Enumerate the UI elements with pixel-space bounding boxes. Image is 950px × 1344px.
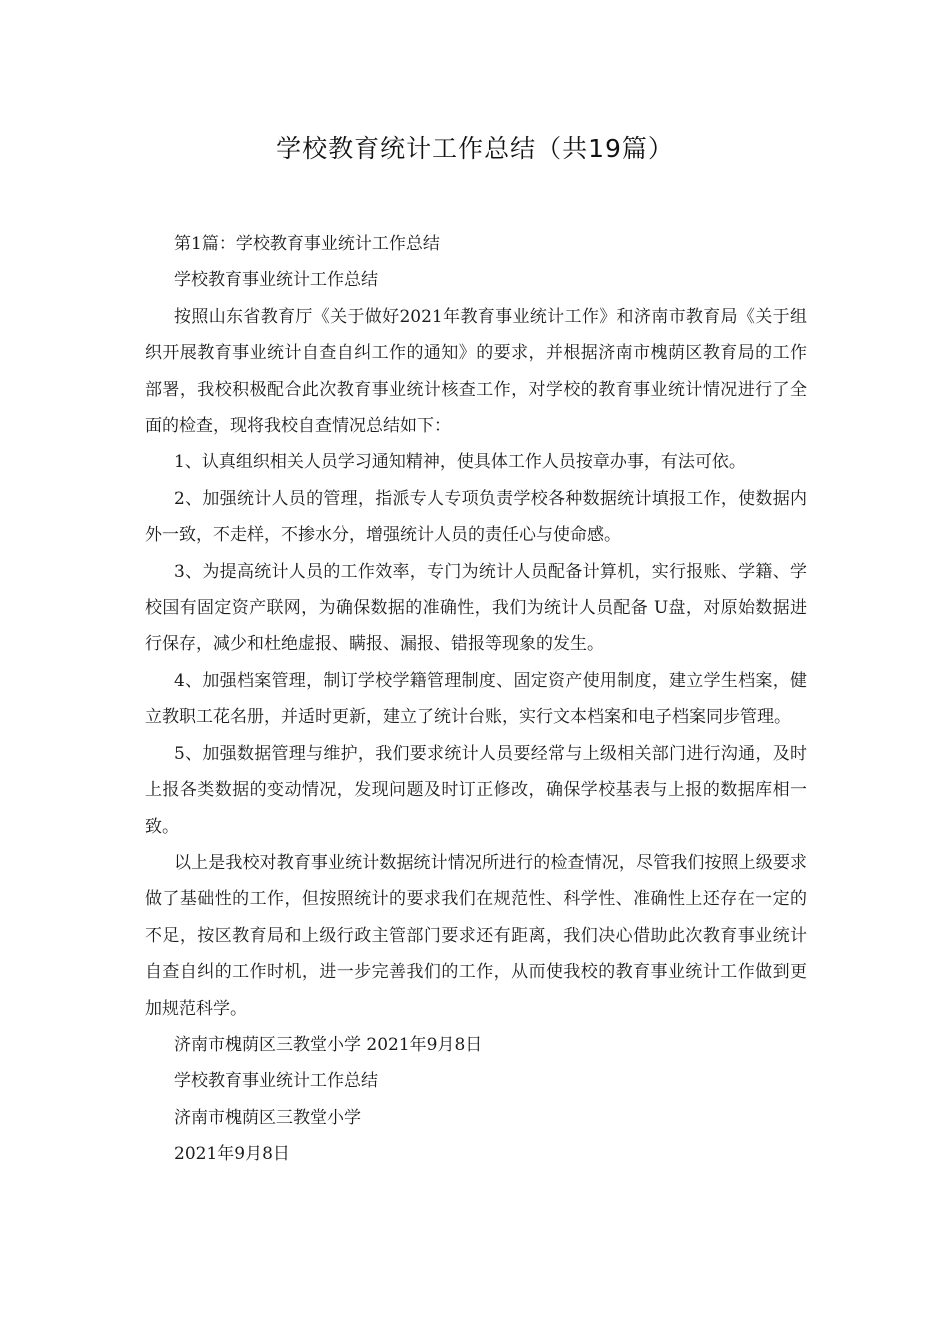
item-paragraph-2: 2、加强统计人员的管理，指派专人专项负责学校各种数据统计填报工作，使数据内外一致，不走样，不掺水分，增强统计人员的责任心与使命感。 (145, 488, 807, 546)
item-paragraph-5: 5、加强数据管理与维护，我们要求统计人员要经常与上级相关部门进行沟通，及时上报各类数据的变动情况，发现问题及时订正修改，确保学校基表与上报的数据库相一致。 (145, 743, 807, 837)
item-paragraph-4: 4、加强档案管理，制订学校学籍管理制度、固定资产使用制度，建立学生档案，健立教职工花名册，并适时更新，建立了统计台账，实行文本档案和电子档案同步管理。 (145, 670, 807, 728)
school-name: 济南市槐荫区三教堂小学 (174, 1107, 361, 1128)
document-title: 学校教育统计工作总结（共19篇） (276, 134, 674, 163)
document-date: 2021年9月8日 (174, 1144, 290, 1165)
document-body (145, 226, 807, 1173)
intro-paragraph: 按照山东省教育厅《关于做好2021年教育事业统计工作》和济南市教育局《关于组织开展教育事业统计自查自纠工作的通知》的要求，并根据济南市槐荫区教育局的工作部署，我校积极配合此次教育事业统计核查工作，对学校的教育事业统计情况进行了全面的检查，现将我校自查情况总结如下： (145, 306, 807, 437)
conclusion-paragraph: 以上是我校对教育事业统计数据统计情况所进行的检查情况，尽管我们按照上级要求做了基础性的工作，但按照统计的要求我们在规范性、科学性、准确性上还存在一定的不足，按区教育局和上级行政主管部门要求还有距离，我们决心借助此次教育事业统计自查自纠的工作时机，进一步完善我们的工作，从而使我校的教育事业统计工作做到更加规范科学。 (145, 852, 807, 1019)
item-paragraph-3: 3、为提高统计人员的工作效率，专门为统计人员配备计算机，实行报账、学籍、学校国有固定资产联网，为确保数据的准确性，我们为统计人员配备 U盘，对原始数据进行保存，减少和杜绝虚报、瞒报、漏报、错报等现象的发生。 (145, 561, 807, 655)
chapter-heading: 第1篇：学校教育事业统计工作总结 (174, 234, 440, 254)
signature-line: 济南市槐荫区三教堂小学 2021年9月8日 (174, 1034, 483, 1055)
section-title: 学校教育事业统计工作总结 (174, 270, 378, 291)
item-paragraph-1: 1、认真组织相关人员学习通知精神，使具体工作人员按章办事，有法可依。 (174, 452, 746, 473)
repeated-title: 学校教育事业统计工作总结 (174, 1071, 378, 1092)
